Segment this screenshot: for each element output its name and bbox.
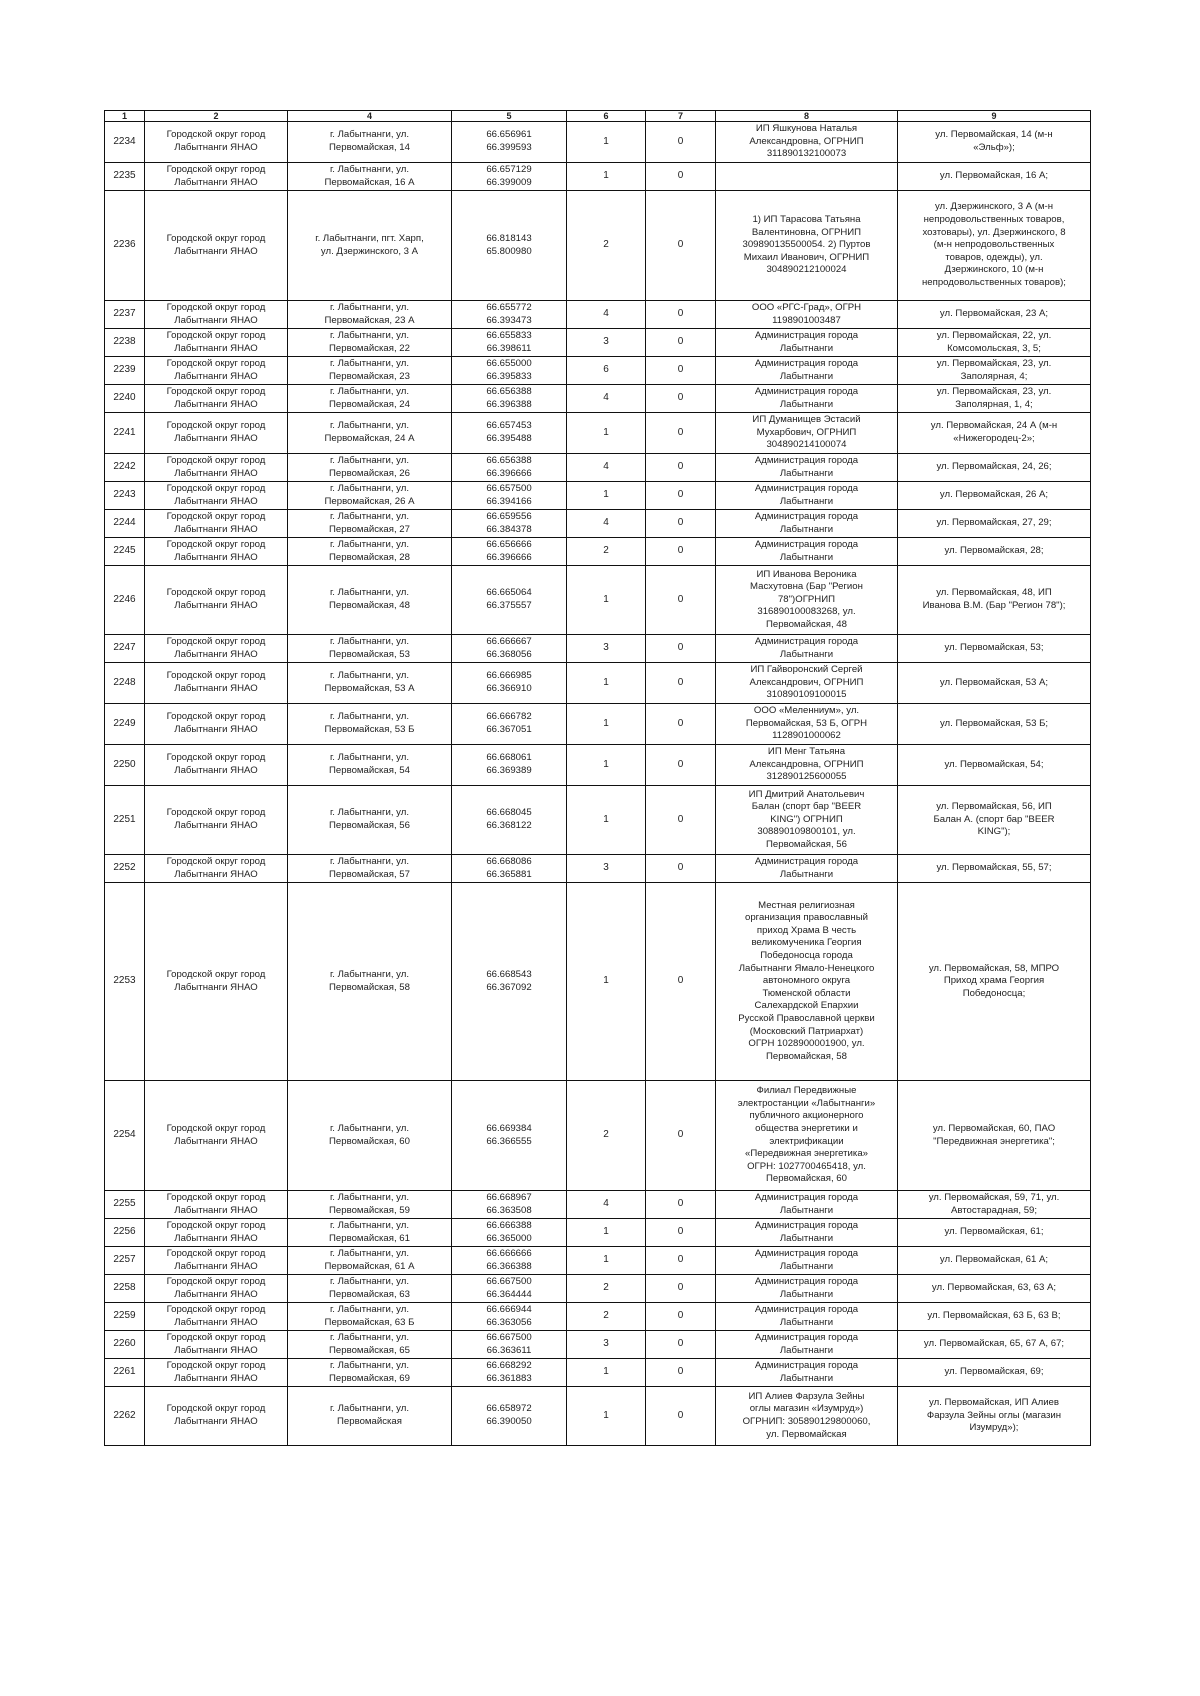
cell-address: г. Лабытнанги, ул. Первомайская, 22 (288, 329, 452, 357)
cell-coordinates: 66.659556 66.384378 (452, 510, 567, 538)
table-row (105, 191, 1091, 301)
cell-count: 1 (567, 786, 646, 855)
cell-count-zero: 0 (646, 510, 716, 538)
header-col-4: 4 (288, 111, 452, 122)
cell-municipality: Городской округ город Лабытнанги ЯНАО (145, 566, 288, 635)
cell-count-zero: 0 (646, 538, 716, 566)
cell-coordinates: 66.666944 66.363056 (452, 1303, 567, 1331)
cell-coordinates: 66.657129 66.399009 (452, 163, 567, 191)
cell-address: г. Лабытнанги, ул. Первомайская, 63 (288, 1275, 452, 1303)
cell-municipality: Городской округ город Лабытнанги ЯНАО (145, 745, 288, 786)
cell-address: г. Лабытнанги, ул. Первомайская, 60 (288, 1081, 452, 1191)
table-row (105, 413, 1091, 454)
cell-count-zero: 0 (646, 1191, 716, 1219)
cell-coordinates: 66.668967 66.363508 (452, 1191, 567, 1219)
table-row (105, 301, 1091, 329)
cell-coordinates: 66.656388 66.396388 (452, 385, 567, 413)
cell-address: г. Лабытнанги, ул. Первомайская, 58 (288, 883, 452, 1081)
cell-address: г. Лабытнанги, ул. Первомайская, 61 (288, 1219, 452, 1247)
table-header (105, 111, 1091, 122)
cell-count-zero: 0 (646, 855, 716, 883)
cell-count-zero: 0 (646, 1081, 716, 1191)
header-col-9: 9 (898, 111, 1091, 122)
table-row (105, 1303, 1091, 1331)
cell-coordinates: 66.668292 66.361883 (452, 1359, 567, 1387)
cell-coordinates: 66.668543 66.367092 (452, 883, 567, 1081)
table-row (105, 538, 1091, 566)
cell-owner: Администрация города Лабытнанги (716, 538, 898, 566)
cell-count-zero: 0 (646, 191, 716, 301)
cell-row-number: 2237 (105, 301, 145, 329)
cell-coordinates: 66.667500 66.364444 (452, 1275, 567, 1303)
cell-address: г. Лабытнанги, ул. Первомайская, 24 А (288, 413, 452, 454)
cell-coordinates: 66.657453 66.395488 (452, 413, 567, 454)
cell-row-number: 2235 (105, 163, 145, 191)
cell-served-objects: ул. Первомайская, 23, ул. Заполярная, 4; (898, 357, 1091, 385)
cell-count-zero: 0 (646, 1219, 716, 1247)
cell-served-objects: ул. Первомайская, 61; (898, 1219, 1091, 1247)
cell-count-zero: 0 (646, 566, 716, 635)
cell-served-objects: ул. Первомайская, 22, ул. Комсомольская, 3, 5; (898, 329, 1091, 357)
cell-owner: ИП Думанищев Эстасий Мухарбович, ОГРНИП 304890214100074 (716, 413, 898, 454)
cell-count-zero: 0 (646, 1275, 716, 1303)
cell-municipality: Городской округ город Лабытнанги ЯНАО (145, 855, 288, 883)
cell-owner: ИП Дмитрий Анатольевич Балан (спорт бар "BEER KING") ОГРНИП 308890109800101, ул. Первомайская, 56 (716, 786, 898, 855)
cell-coordinates: 66.668061 66.369389 (452, 745, 567, 786)
table-row (105, 635, 1091, 663)
cell-owner: ИП Гайворонский Сергей Александрович, ОГРНИП 310890109100015 (716, 663, 898, 704)
cell-owner: Администрация города Лабытнанги (716, 1275, 898, 1303)
cell-municipality: Городской округ город Лабытнанги ЯНАО (145, 329, 288, 357)
cell-address: г. Лабытнанги, ул. Первомайская, 48 (288, 566, 452, 635)
cell-served-objects: ул. Первомайская, 23, ул. Заполярная, 1, 4; (898, 385, 1091, 413)
table-row (105, 1387, 1091, 1446)
table-row (105, 883, 1091, 1081)
cell-municipality: Городской округ город Лабытнанги ЯНАО (145, 538, 288, 566)
cell-row-number: 2248 (105, 663, 145, 704)
cell-served-objects: ул. Первомайская, 59, 71, ул. Автостарадная, 59; (898, 1191, 1091, 1219)
cell-served-objects: ул. Первомайская, 14 (м-н «Эльф»); (898, 122, 1091, 163)
cell-count-zero: 0 (646, 704, 716, 745)
cell-served-objects: ул. Первомайская, 63 Б, 63 В; (898, 1303, 1091, 1331)
cell-row-number: 2243 (105, 482, 145, 510)
cell-count-zero: 0 (646, 1359, 716, 1387)
cell-count-zero: 0 (646, 1331, 716, 1359)
table-row (105, 1275, 1091, 1303)
cell-owner: Администрация города Лабытнанги (716, 329, 898, 357)
cell-municipality: Городской округ город Лабытнанги ЯНАО (145, 163, 288, 191)
cell-address: г. Лабытнанги, ул. Первомайская, 53 (288, 635, 452, 663)
table-row (105, 385, 1091, 413)
cell-count: 1 (567, 883, 646, 1081)
cell-coordinates: 66.666985 66.366910 (452, 663, 567, 704)
table-row (105, 1191, 1091, 1219)
data-table (104, 110, 1091, 1446)
cell-row-number: 2259 (105, 1303, 145, 1331)
cell-owner: Администрация города Лабытнанги (716, 1359, 898, 1387)
cell-served-objects: ул. Первомайская, 69; (898, 1359, 1091, 1387)
header-col-8: 8 (716, 111, 898, 122)
cell-address: г. Лабытнанги, ул. Первомайская, 65 (288, 1331, 452, 1359)
cell-coordinates: 66.655833 66.398611 (452, 329, 567, 357)
cell-municipality: Городской округ город Лабытнанги ЯНАО (145, 704, 288, 745)
table-row (105, 357, 1091, 385)
cell-row-number: 2260 (105, 1331, 145, 1359)
table-body (105, 122, 1091, 1446)
cell-coordinates: 66.666782 66.367051 (452, 704, 567, 745)
table-row (105, 122, 1091, 163)
table-row (105, 1081, 1091, 1191)
table-row (105, 1359, 1091, 1387)
cell-address: г. Лабытнанги, ул. Первомайская, 14 (288, 122, 452, 163)
cell-coordinates: 66.669384 66.366555 (452, 1081, 567, 1191)
cell-coordinates: 66.656961 66.399593 (452, 122, 567, 163)
cell-served-objects: ул. Первомайская, 54; (898, 745, 1091, 786)
cell-owner: ИП Алиев Фарзула Зейны оглы магазин «Изумруд») ОГРНИП: 305890129800060, ул. Первомайская (716, 1387, 898, 1446)
cell-count: 1 (567, 745, 646, 786)
table-row (105, 855, 1091, 883)
cell-address: г. Лабытнанги, ул. Первомайская, 23 (288, 357, 452, 385)
cell-count: 2 (567, 1081, 646, 1191)
table-row (105, 482, 1091, 510)
cell-served-objects: ул. Первомайская, 53; (898, 635, 1091, 663)
cell-served-objects: ул. Первомайская, 24, 26; (898, 454, 1091, 482)
cell-count: 3 (567, 1331, 646, 1359)
cell-coordinates: 66.665064 66.375557 (452, 566, 567, 635)
cell-address: г. Лабытнанги, ул. Первомайская, 56 (288, 786, 452, 855)
cell-served-objects: ул. Первомайская, 53 А; (898, 663, 1091, 704)
cell-count: 1 (567, 704, 646, 745)
cell-owner: Администрация города Лабытнанги (716, 357, 898, 385)
cell-count: 1 (567, 566, 646, 635)
cell-coordinates: 66.658972 66.390050 (452, 1387, 567, 1446)
cell-row-number: 2250 (105, 745, 145, 786)
cell-owner: Администрация города Лабытнанги (716, 635, 898, 663)
cell-row-number: 2255 (105, 1191, 145, 1219)
cell-address: г. Лабытнанги, ул. Первомайская, 16 А (288, 163, 452, 191)
cell-row-number: 2240 (105, 385, 145, 413)
cell-address: г. Лабытнанги, ул. Первомайская, 59 (288, 1191, 452, 1219)
cell-owner: ИП Яшкунова Наталья Александровна, ОГРНИП 311890132100073 (716, 122, 898, 163)
header-row (105, 111, 1091, 122)
cell-served-objects: ул. Первомайская, 65, 67 А, 67; (898, 1331, 1091, 1359)
header-col-7: 7 (646, 111, 716, 122)
cell-row-number: 2262 (105, 1387, 145, 1446)
cell-owner: Администрация города Лабытнанги (716, 1247, 898, 1275)
cell-count-zero: 0 (646, 413, 716, 454)
cell-row-number: 2249 (105, 704, 145, 745)
cell-count-zero: 0 (646, 635, 716, 663)
cell-coordinates: 66.668045 66.368122 (452, 786, 567, 855)
cell-count: 2 (567, 1275, 646, 1303)
table-row (105, 454, 1091, 482)
cell-municipality: Городской округ город Лабытнанги ЯНАО (145, 510, 288, 538)
cell-municipality: Городской округ город Лабытнанги ЯНАО (145, 1081, 288, 1191)
cell-municipality: Городской округ город Лабытнанги ЯНАО (145, 482, 288, 510)
cell-municipality: Городской округ город Лабытнанги ЯНАО (145, 357, 288, 385)
cell-served-objects: ул. Первомайская, 16 А; (898, 163, 1091, 191)
header-col-6: 6 (567, 111, 646, 122)
table-row (105, 786, 1091, 855)
cell-row-number: 2257 (105, 1247, 145, 1275)
document-sheet (104, 110, 1091, 1446)
cell-served-objects: ул. Дзержинского, 3 А (м-н непродовольственных товаров, хозтовары), ул. Дзержинского, 8 (м-н непродовольственных товаров, одежды), ул. Дзержинского, 10 (м-н непродовольственных товаров); (898, 191, 1091, 301)
cell-served-objects: ул. Первомайская, 61 А; (898, 1247, 1091, 1275)
header-col-5: 5 (452, 111, 567, 122)
cell-coordinates: 66.666388 66.365000 (452, 1219, 567, 1247)
cell-count: 4 (567, 1191, 646, 1219)
cell-count: 2 (567, 1303, 646, 1331)
cell-municipality: Городской округ город Лабытнанги ЯНАО (145, 385, 288, 413)
cell-served-objects: ул. Первомайская, 56, ИП Балан А. (спорт бар "BEER KING"); (898, 786, 1091, 855)
cell-address: г. Лабытнанги, ул. Первомайская, 61 А (288, 1247, 452, 1275)
cell-municipality: Городской округ город Лабытнанги ЯНАО (145, 1247, 288, 1275)
cell-count: 2 (567, 191, 646, 301)
cell-coordinates: 66.667500 66.363611 (452, 1331, 567, 1359)
cell-row-number: 2256 (105, 1219, 145, 1247)
cell-owner: 1) ИП Тарасова Татьяна Валентиновна, ОГРНИП 309890135500054. 2) Пуртов Михаил Иванович, ОГРНИП 304890212100024 (716, 191, 898, 301)
cell-count: 4 (567, 454, 646, 482)
table-row (105, 704, 1091, 745)
cell-row-number: 2251 (105, 786, 145, 855)
cell-served-objects: ул. Первомайская, 28; (898, 538, 1091, 566)
header-col-2: 2 (145, 111, 288, 122)
cell-coordinates: 66.666666 66.366388 (452, 1247, 567, 1275)
cell-count: 1 (567, 1359, 646, 1387)
cell-owner: Администрация города Лабытнанги (716, 1191, 898, 1219)
cell-owner: Администрация города Лабытнанги (716, 855, 898, 883)
table-row (105, 1219, 1091, 1247)
cell-count-zero: 0 (646, 163, 716, 191)
cell-served-objects: ул. Первомайская, 24 А (м-н «Нижегородец-2»; (898, 413, 1091, 454)
cell-coordinates: 66.657500 66.394166 (452, 482, 567, 510)
cell-served-objects: ул. Первомайская, ИП Алиев Фарзула Зейны оглы (магазин Изумруд»); (898, 1387, 1091, 1446)
cell-address: г. Лабытнанги, ул. Первомайская (288, 1387, 452, 1446)
cell-count-zero: 0 (646, 1387, 716, 1446)
cell-owner: Администрация города Лабытнанги (716, 454, 898, 482)
cell-row-number: 2245 (105, 538, 145, 566)
cell-count: 6 (567, 357, 646, 385)
cell-count: 2 (567, 538, 646, 566)
cell-owner: ИП Иванова Вероника Масхутовна (Бар "Регион 78")ОГРНИП 316890100083268, ул. Первомайская, 48 (716, 566, 898, 635)
cell-count-zero: 0 (646, 1303, 716, 1331)
cell-served-objects: ул. Первомайская, 48, ИП Иванова В.М. (Бар "Регион 78"); (898, 566, 1091, 635)
cell-count-zero: 0 (646, 329, 716, 357)
cell-owner: Администрация города Лабытнанги (716, 385, 898, 413)
table-row (105, 329, 1091, 357)
cell-municipality: Городской округ город Лабытнанги ЯНАО (145, 1331, 288, 1359)
cell-municipality: Городской округ город Лабытнанги ЯНАО (145, 122, 288, 163)
cell-served-objects: ул. Первомайская, 63, 63 А; (898, 1275, 1091, 1303)
cell-address: г. Лабытнанги, ул. Первомайская, 53 А (288, 663, 452, 704)
cell-address: г. Лабытнанги, ул. Первомайская, 57 (288, 855, 452, 883)
cell-owner: Администрация города Лабытнанги (716, 482, 898, 510)
cell-count-zero: 0 (646, 482, 716, 510)
cell-owner: Администрация города Лабытнанги (716, 1219, 898, 1247)
cell-owner: Местная религиозная организация православный приход Храма В честь великомученика Георгия Победоносца города Лабытнанги Ямало-Ненецкого автономного округа Тюменской области Салехардской Епархии Русской Православной церкви (Московский Патриархат) ОГРН 1028900001900, ул. Первомайская, 58 (716, 883, 898, 1081)
table-row (105, 163, 1091, 191)
cell-municipality: Городской округ город Лабытнанги ЯНАО (145, 663, 288, 704)
cell-municipality: Городской округ город Лабытнанги ЯНАО (145, 413, 288, 454)
cell-count: 1 (567, 1247, 646, 1275)
cell-count: 1 (567, 1219, 646, 1247)
cell-row-number: 2244 (105, 510, 145, 538)
cell-address: г. Лабытнанги, ул. Первомайская, 54 (288, 745, 452, 786)
cell-municipality: Городской округ город Лабытнанги ЯНАО (145, 1359, 288, 1387)
cell-count: 3 (567, 855, 646, 883)
cell-row-number: 2252 (105, 855, 145, 883)
cell-served-objects: ул. Первомайская, 23 А; (898, 301, 1091, 329)
cell-row-number: 2261 (105, 1359, 145, 1387)
cell-count: 4 (567, 385, 646, 413)
cell-served-objects: ул. Первомайская, 26 А; (898, 482, 1091, 510)
cell-count: 3 (567, 329, 646, 357)
cell-owner: ООО «РГС-Град», ОГРН 1198901003487 (716, 301, 898, 329)
cell-count: 1 (567, 413, 646, 454)
cell-coordinates: 66.655772 66.393473 (452, 301, 567, 329)
cell-count: 4 (567, 301, 646, 329)
cell-municipality: Городской округ город Лабытнанги ЯНАО (145, 1191, 288, 1219)
cell-row-number: 2246 (105, 566, 145, 635)
cell-owner (716, 163, 898, 191)
cell-owner: Администрация города Лабытнанги (716, 1303, 898, 1331)
cell-address: г. Лабытнанги, ул. Первомайская, 28 (288, 538, 452, 566)
table-row (105, 1331, 1091, 1359)
cell-municipality: Городской округ город Лабытнанги ЯНАО (145, 635, 288, 663)
table-row (105, 510, 1091, 538)
cell-count-zero: 0 (646, 122, 716, 163)
cell-count-zero: 0 (646, 1247, 716, 1275)
cell-row-number: 2254 (105, 1081, 145, 1191)
cell-address: г. Лабытнанги, ул. Первомайская, 26 А (288, 482, 452, 510)
cell-count-zero: 0 (646, 301, 716, 329)
cell-served-objects: ул. Первомайская, 58, МПРО Приход храма Георгия Победоносца; (898, 883, 1091, 1081)
cell-count: 3 (567, 635, 646, 663)
cell-count-zero: 0 (646, 663, 716, 704)
table-row (105, 1247, 1091, 1275)
cell-served-objects: ул. Первомайская, 55, 57; (898, 855, 1091, 883)
cell-municipality: Городской округ город Лабытнанги ЯНАО (145, 1303, 288, 1331)
header-col-1: 1 (105, 111, 145, 122)
cell-count-zero: 0 (646, 454, 716, 482)
cell-address: г. Лабытнанги, ул. Первомайская, 63 Б (288, 1303, 452, 1331)
cell-row-number: 2258 (105, 1275, 145, 1303)
cell-coordinates: 66.668086 66.365881 (452, 855, 567, 883)
cell-address: г. Лабытнанги, ул. Первомайская, 53 Б (288, 704, 452, 745)
cell-coordinates: 66.655000 66.395833 (452, 357, 567, 385)
cell-address: г. Лабытнанги, ул. Первомайская, 26 (288, 454, 452, 482)
cell-count-zero: 0 (646, 745, 716, 786)
cell-row-number: 2247 (105, 635, 145, 663)
cell-count: 1 (567, 1387, 646, 1446)
cell-municipality: Городской округ город Лабытнанги ЯНАО (145, 1275, 288, 1303)
cell-coordinates: 66.656666 66.396666 (452, 538, 567, 566)
cell-municipality: Городской округ город Лабытнанги ЯНАО (145, 1387, 288, 1446)
cell-count-zero: 0 (646, 357, 716, 385)
cell-coordinates: 66.818143 65.800980 (452, 191, 567, 301)
cell-row-number: 2253 (105, 883, 145, 1081)
cell-count-zero: 0 (646, 786, 716, 855)
cell-row-number: 2242 (105, 454, 145, 482)
cell-count-zero: 0 (646, 883, 716, 1081)
cell-row-number: 2241 (105, 413, 145, 454)
cell-municipality: Городской округ город Лабытнанги ЯНАО (145, 883, 288, 1081)
cell-municipality: Городской округ город Лабытнанги ЯНАО (145, 454, 288, 482)
cell-municipality: Городской округ город Лабытнанги ЯНАО (145, 1219, 288, 1247)
cell-row-number: 2234 (105, 122, 145, 163)
cell-address: г. Лабытнанги, пгт. Харп, ул. Дзержинского, 3 А (288, 191, 452, 301)
cell-coordinates: 66.656388 66.396666 (452, 454, 567, 482)
cell-row-number: 2236 (105, 191, 145, 301)
cell-municipality: Городской округ город Лабытнанги ЯНАО (145, 301, 288, 329)
cell-owner: Администрация города Лабытнанги (716, 510, 898, 538)
cell-count-zero: 0 (646, 385, 716, 413)
cell-row-number: 2239 (105, 357, 145, 385)
cell-served-objects: ул. Первомайская, 53 Б; (898, 704, 1091, 745)
cell-address: г. Лабытнанги, ул. Первомайская, 24 (288, 385, 452, 413)
cell-owner: Администрация города Лабытнанги (716, 1331, 898, 1359)
cell-count: 1 (567, 663, 646, 704)
table-row (105, 745, 1091, 786)
table-row (105, 663, 1091, 704)
cell-owner: Филиал Передвижные электростанции «Лабытнанги» публичного акционерного общества энергетики и электрификации «Передвижная энергетика» ОГРН: 1027700465418, ул. Первомайская, 60 (716, 1081, 898, 1191)
cell-owner: ИП Менг Татьяна Александровна, ОГРНИП 312890125600055 (716, 745, 898, 786)
table-row (105, 566, 1091, 635)
cell-count: 1 (567, 482, 646, 510)
cell-count: 1 (567, 122, 646, 163)
cell-municipality: Городской округ город Лабытнанги ЯНАО (145, 191, 288, 301)
cell-coordinates: 66.666667 66.368056 (452, 635, 567, 663)
cell-address: г. Лабытнанги, ул. Первомайская, 27 (288, 510, 452, 538)
cell-served-objects: ул. Первомайская, 27, 29; (898, 510, 1091, 538)
cell-address: г. Лабытнанги, ул. Первомайская, 23 А (288, 301, 452, 329)
cell-owner: ООО «Меленниум», ул. Первомайская, 53 Б, ОГРН 1128901000062 (716, 704, 898, 745)
cell-count: 1 (567, 163, 646, 191)
cell-served-objects: ул. Первомайская, 60, ПАО "Передвижная энергетика"; (898, 1081, 1091, 1191)
cell-count: 4 (567, 510, 646, 538)
cell-address: г. Лабытнанги, ул. Первомайская, 69 (288, 1359, 452, 1387)
cell-municipality: Городской округ город Лабытнанги ЯНАО (145, 786, 288, 855)
cell-row-number: 2238 (105, 329, 145, 357)
